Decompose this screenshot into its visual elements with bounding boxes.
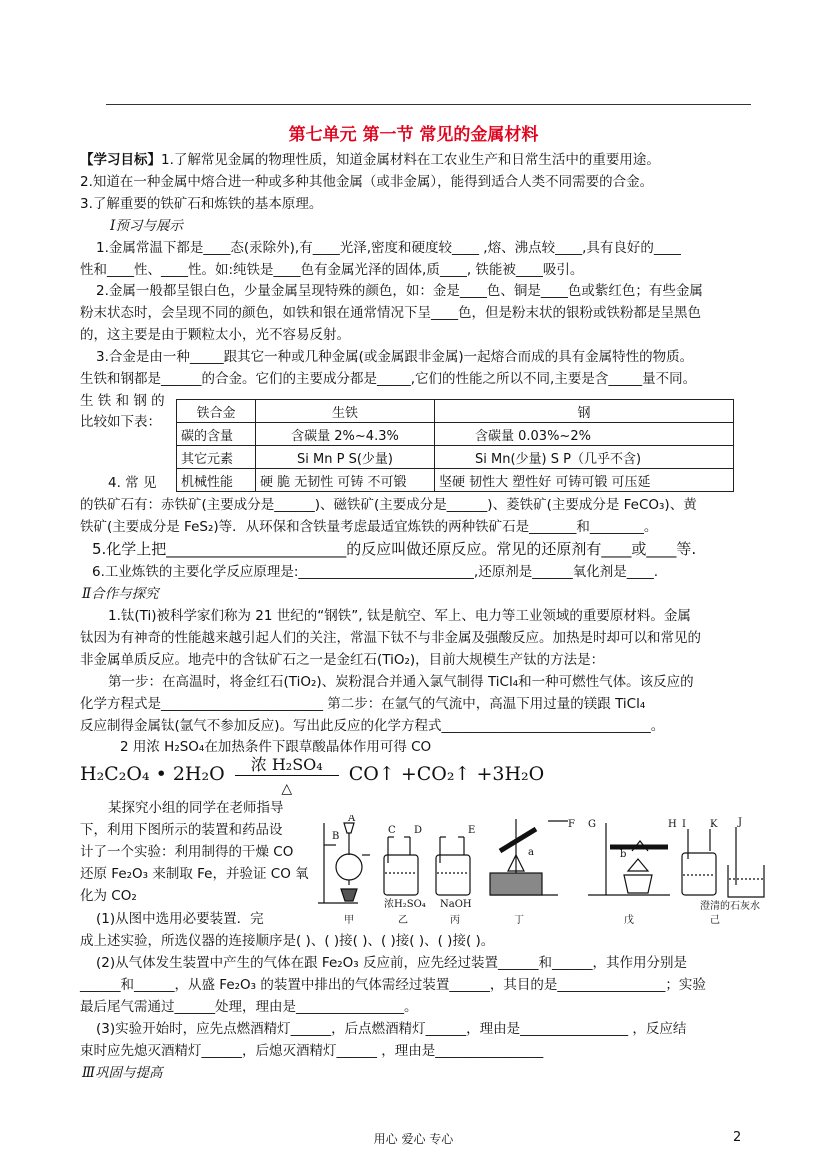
label-naoh: NaOH [440,899,472,910]
label-bing: 丙 [450,915,460,926]
q5-line: 5.化学上把________________________的反应叫做还原反应。常见的还原剂有____或____等. [92,540,697,558]
equation-left: H₂C₂O₄ • 2H₂O [80,763,225,785]
label-G: G [588,819,596,830]
exp-line-2: 下，利用下图所示的装置和药品设 [80,822,283,838]
q2-line-c: 的，这主要是由于颗粒太小，光不容易反射。 [80,327,350,343]
table-header-cell: 生铁 [256,400,435,423]
label-A: A [348,815,356,824]
q4-line-b: 的铁矿石有：赤铁矿(主要成分是______)、磁铁矿(主要成分是______)、菱铁矿(主要成分是 FeCO₃)、黄 [80,497,697,513]
page-number: 2 [733,1130,742,1145]
label-I: I [682,819,686,830]
exp-step-2b: ______和______，从盛 Fe₂O₃ 的装置中排出的气体需经过装置______，其目的是________________；实验 [80,977,706,993]
t1-line-d: 第一步：在高温时，将金红石(TiO₂)、炭粉混合并通入氯气制得 TiCl₄和一种可燃性气体。该反应的 [108,674,694,690]
q3-line-a: 3.合金是由一种_____跟其它一种或几种金属(或金属跟非金属)一起熔合而成的具有金属特性的物质。 [96,349,694,365]
table-cell: Si Mn P S(少量) [256,446,435,469]
apparatus-yi [384,837,418,895]
page-title: 第七单元 第一节 常见的金属材料 [288,125,539,145]
label-limewater: 澄清的石灰水 [700,901,760,912]
label-b: b [620,849,627,860]
equation-right: CO↑ +CO₂↑ +3H₂O [348,763,545,785]
label-E: E [468,825,476,836]
exp-line-1: 某探究小组的同学在老师指导 [108,800,284,816]
q3-line-c2: 比较如下表： [80,414,161,430]
label-K: K [710,819,718,830]
table-cell: 碳的含量 [177,423,256,446]
apparatus-jia [318,823,370,903]
section-2-heading: Ⅱ合作与探究 [82,586,159,602]
label-yi: 乙 [398,915,408,926]
section-3-heading: Ⅲ巩固与提高 [82,1065,163,1081]
exp-step-3b: 束时应先熄灭酒精灯______，后熄灭酒精灯______ ，理由是________________ [80,1043,544,1059]
label-C: C [388,825,396,836]
q3-line-b: 生铁和钢都是______的合金。它们的主要成分都是_____,它们的性能之所以不同,主要是含_____量不同。 [80,371,697,387]
exp-step-1a: (1)从图中选用必要装置．完 [96,911,264,927]
exp-step-3a: (3)实验开始时，应先点燃酒精灯______，后点燃酒精灯______，理由是________________ ，反应结 [96,1021,687,1037]
t1-line-a: 1.钛(Ti)被科学家们称为 21 世纪的“钢铁”, 钛是航空、军上、电力等工业领域的重要原材料。金属 [108,608,691,624]
q4-line-c: 铁矿(主要成分是 FeS₂)等．从环保和含铁量考虑最适宜炼铁的两种铁矿石是_______和________。 [80,519,658,535]
header-rule [106,104,751,105]
table-row [177,423,734,446]
table-row [177,469,734,492]
goals-label: 【学习目标】 [80,152,161,168]
table-cell: 硬 脆 无韧性 可铸 不可锻 [256,469,435,492]
goal-line-3: 3.了解重要的铁矿石和炼铁的基本原理。 [80,196,323,212]
label-h2so4: 浓H₂SO₄ [384,899,426,910]
exp-line-4: 还原 Fe₂O₃ 来制取 Fe，并验证 CO 氧 [80,866,309,882]
label-jia: 甲 [344,915,354,926]
table-header-cell: 钢 [435,400,734,423]
table-cell: 含碳量 0.03%~2% [435,423,734,446]
label-wu: 戊 [624,915,634,926]
section-1-heading: Ⅰ预习与展示 [110,218,183,234]
t1-line-b: 钛因为有神奇的性能越来越引起人们的关注，常温下钛不与非金属及强酸反应。加热是时却可以和常见的 [80,630,701,646]
table-header-row [177,400,734,423]
q2-line-a: 2.金属一般都呈银白色，少量金属呈现特殊的颜色，如：金是____色、铜是____色或紫红色；有些金属 [96,283,703,299]
t1-line-f: 反应制得金属钛(氩气不参加反应)。写出此反应的化学方程式_______________________________。 [80,718,665,734]
goal-line-2: 2.知道在一种金属中熔合进一种或多种其他金属（或非金属），能得到适合人类不同需要的合金。 [80,174,654,190]
q1-line-b: 性和____性、____性。如:纯铁是____色有金属光泽的固体,质____, 铁能被____吸引。 [80,262,584,278]
exp-step-2c: 最后尾气需通过______处理，理由是________________。 [80,999,418,1015]
t1-line-c: 非金属单质反应。地壳中的含钛矿石之一是金红石(TiO₂)，目前大规模生产钛的方法是： [80,652,605,668]
table-cell: 机械性能 [177,469,256,492]
table-cell: 其它元素 [177,446,256,469]
label-a: a [528,847,534,858]
equation-arrow [231,754,343,797]
exp-step-1b: 成上述实验，所选仪器的连接顺序是( )、( )接( )、( )接( )、( )接( )。 [80,933,495,949]
goal-1-text: 1.了解常见金属的物理性质，知道金属材料在工农业生产和日常生活中的重要用途。 [161,152,660,168]
page-footer: 用心 爱心 专心 [373,1132,454,1146]
exp-line-5: 化为 CO₂ [80,888,137,904]
label-ji: 己 [710,915,720,926]
q4-line-a: 4. 常 见 [108,475,157,491]
label-D: D [414,825,423,836]
experiment-apparatus-figure [318,815,770,927]
goal-line-1 [80,150,750,170]
label-B: B [332,831,340,842]
q1-line-a: 1.金属常温下都是____态(汞除外),有____光泽,密度和硬度较____ ,熔、沸点较____,具有良好的____ [96,240,681,256]
apparatus-wu [588,823,670,895]
t1-line-e: 化学方程式是________________________ 第二步：在氩气的气流中，高温下用过量的镁跟 TiCl₄ [80,696,646,712]
label-J: J [738,817,743,828]
table-header-cell: 铁合金 [177,400,256,423]
oxalic-acid-equation [80,754,545,797]
equation-heat: △ [281,780,293,797]
table-cell: 坚硬 韧性大 塑性好 可铸可锻 可压延 [435,469,734,492]
exp-step-2a: (2)从气体发生装置中产生的气体在跟 Fe₂O₃ 反应前，应先经过装置______和______，其作用分别是 [96,955,687,971]
label-F: F [568,819,575,830]
q2-line-b: 粉末状态时，会呈现不同的颜色，如铁和银在通常情况下呈____色，但是粉末状的银粉或铁粉都是呈黑色 [80,305,701,321]
equation-catalyst: 浓 H₂SO₄ [250,754,323,774]
t2-line: 2 用浓 H₂SO₄在加热条件下跟草酸晶体作用可得 CO [120,739,432,755]
label-ding: 丁 [514,915,524,926]
apparatus-ji [682,827,764,897]
table-cell: Si Mn(少量) S P（几乎不含) [435,446,734,469]
q6-line: 6.工业炼铁的主要化学反应原理是:__________________________,还原剂是______氧化剂是____. [92,564,659,580]
apparatus-bing [436,837,470,895]
q3-line-c1: 生 铁 和 钢 的 [80,393,165,409]
label-H: H [668,819,677,830]
table-cell: 含碳量 2%~4.3% [256,423,435,446]
iron-steel-comparison-table [176,399,734,492]
exp-line-3: 计了一个实验：利用制得的干燥 CO [80,844,294,860]
table-row [177,446,734,469]
